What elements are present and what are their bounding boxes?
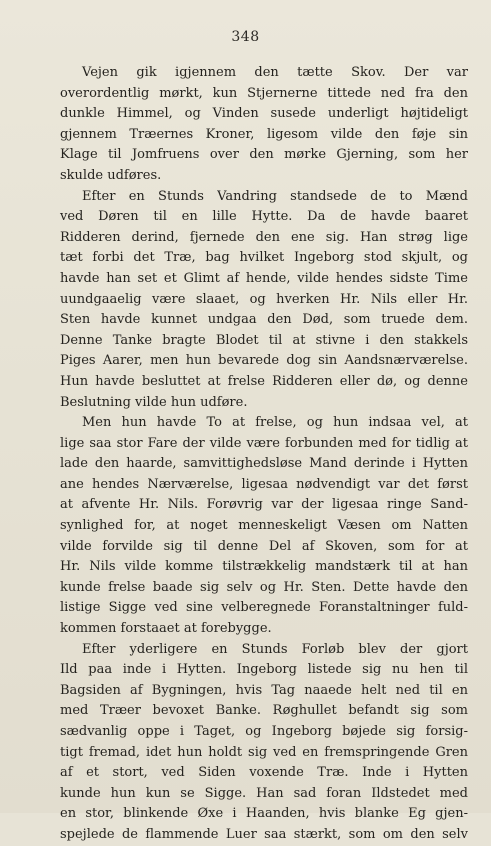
text-line: havde han set et Glimt af hende, vilde hendes sidste Time	[60, 270, 468, 286]
text-line: skulde udføres.	[60, 167, 162, 183]
text-line: Efter yderligere en Stunds Forløb blev der gjort	[82, 641, 468, 657]
text-line: Hun havde besluttet at frelse Ridderen eller dø, og denne	[60, 373, 468, 389]
text-line: Denne Tanke bragte Blodet til at stivne i den stakkels	[60, 332, 468, 348]
text-line: Vejen gik igjennem den tætte Skov. Der var	[82, 65, 468, 80]
text-line: synlighed for, at noget menneskeligt Væsen om Natten	[60, 518, 468, 534]
text-line: spejlede de flammende Luer saa stærkt, som om den selv	[60, 826, 468, 842]
text-line: overordentlig mørkt, kun Stjernerne tittede ned fra den	[60, 85, 468, 101]
body-text	[60, 63, 468, 846]
text-line: sædvanlig oppe i Taget, og Ingeborg bøjede sig forsig-	[60, 724, 468, 739]
text-line: Men hun havde To at frelse, og hun indsaa vel, at	[82, 415, 468, 431]
text-line: Piges Aarer, men hun bevarede dog sin Aandsnærværelse.	[60, 353, 468, 369]
text-line: gjennem Træernes Kroner, ligesom vilde den føje sin	[60, 126, 468, 142]
text-line: Ridderen derind, fjernede den ene sig. Han strøg lige	[60, 229, 468, 245]
text-line: en stor, blinkende Øxe i Haanden, hvis blanke Eg gjen-	[60, 806, 468, 822]
text-line: ved Døren til en lille Hytte. Da de havde baaret	[60, 209, 468, 225]
text-line: lige saa stor Fare der vilde være forbunden med for tidlig at	[60, 435, 468, 451]
text-line: ane hendes Nærværelse, ligesaa nødvendigt var det først	[60, 476, 468, 492]
text-line: kommen forstaaet at forebygge.	[60, 621, 272, 637]
text-line: Sten havde kunnet undgaa den Død, som truede dem.	[60, 312, 468, 328]
text-line: Klage til Jomfruens over den mørke Gjerning, som her	[60, 147, 468, 163]
text-line: af et stort, ved Siden voxende Træ. Inde i Hytten	[60, 765, 468, 781]
text-line: tæt forbi det Træ, bag hvilket Ingeborg stod skjult, og	[60, 250, 468, 266]
text-line: kunde frelse baade sig selv og Hr. Sten. Dette havde den	[60, 579, 468, 595]
text-line: vilde forvilde sig til denne Del af Skoven, som for at	[60, 538, 468, 554]
text-line: med Træer bevoxet Banke. Røghullet befandt sig som	[60, 703, 468, 719]
text-line: kunde hun kun se Sigge. Han sad foran Ildstedet med	[60, 785, 468, 801]
text-line: Beslutning vilde hun udføre.	[60, 394, 248, 410]
text-line: tigt fremad, idet hun holdt sig ved en fremspringende Gren	[60, 744, 468, 760]
text-line: Ild paa inde i Hytten. Ingeborg listede sig nu hen til	[60, 662, 468, 678]
page-number: 348	[231, 29, 260, 45]
text-line: listige Sigge ved sine velberegnede Foranstaltninger fuld-	[60, 600, 468, 616]
text-line: Bagsiden af Bygningen, hvis Tag naaede helt ned til en	[60, 682, 468, 698]
text-line: uundgaaelig være slaaet, og hverken Hr. Nils eller Hr.	[60, 291, 468, 307]
text-line: at afvente Hr. Nils. Forøvrig var der ligesaa ringe Sand-	[60, 497, 468, 513]
text-line: lade den haarde, samvittighedsløse Mand derinde i Hytten	[60, 456, 468, 472]
text-line: Efter en Stunds Vandring standsede de to Mænd	[82, 188, 468, 204]
text-line: dunkle Himmel, og Vinden susede underligt højtideligt	[60, 106, 468, 122]
text-line: Hr. Nils vilde komme tilstrækkelig mandstærk til at han	[60, 559, 468, 575]
